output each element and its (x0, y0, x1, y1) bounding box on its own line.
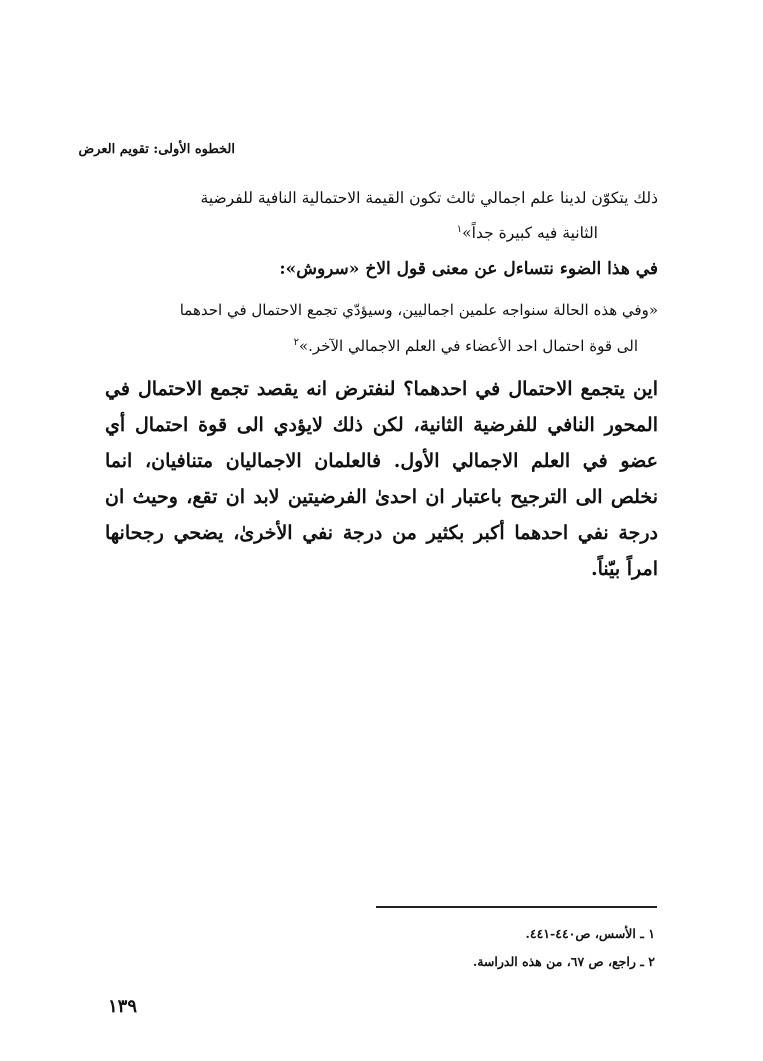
quote-line-5-text: الى قوة احتمال احد الأعضاء في العلم الاجمالي الآخر.» (298, 337, 638, 355)
quote-line-2 (457, 224, 598, 242)
quote-line-2-text: الثانية فيه كبيرة جداً» (462, 224, 598, 242)
page-number: ١٣٩ (108, 996, 138, 1017)
footnote-ref-1: ١ (456, 223, 463, 235)
quote-line-5 (294, 337, 638, 355)
running-header: الخطوه الأولى: تقويم العرض (78, 142, 235, 157)
question-line: في هذا الضوء نتساءل عن معنى قول الاخ «سروش»: (279, 259, 658, 279)
body-paragraph-block (105, 371, 658, 587)
footnotes (473, 920, 655, 976)
quote-line-4: «وفي هذه الحالة سنواجه علمين اجماليين، وسيؤدّي تجمع الاحتمال في احدهما (179, 301, 658, 319)
footnote-2: ٢ ـ راجع، ص ٦٧، من هذه الدراسة. (472, 954, 655, 969)
body-paragraph: اين يتجمع الاحتمال في احدهما؟ لنفترض انه يقصد تجمع الاحتمال في المحور النافي للفرضية الثانية، لكن ذلك لايؤدي الى قوة احتمال أي عضو في العلم الاجمالي الأول. فالعلمان الاجماليان متنافيان، انما نخلص الى الترجيح باعتبار ان احدىٰ الفرضيتين لابد ان تقع، وحيث ان درجة نفي احدهما أكبر بكثير من درجة نفي الأخرىٰ، يضحي رجحانها امراً بيّناً. (105, 378, 658, 580)
footnote-ref-2: ٢ (293, 337, 299, 348)
quote-line-1: ذلك يتكوّن لدينا علم اجمالي ثالث تكون القيمة الاحتمالية النافية للفرضية (200, 189, 658, 207)
footnote-1: ١ ـ الأسس، ص٤٤٠-٤٤١. (525, 926, 655, 941)
footnote-divider (376, 906, 657, 908)
